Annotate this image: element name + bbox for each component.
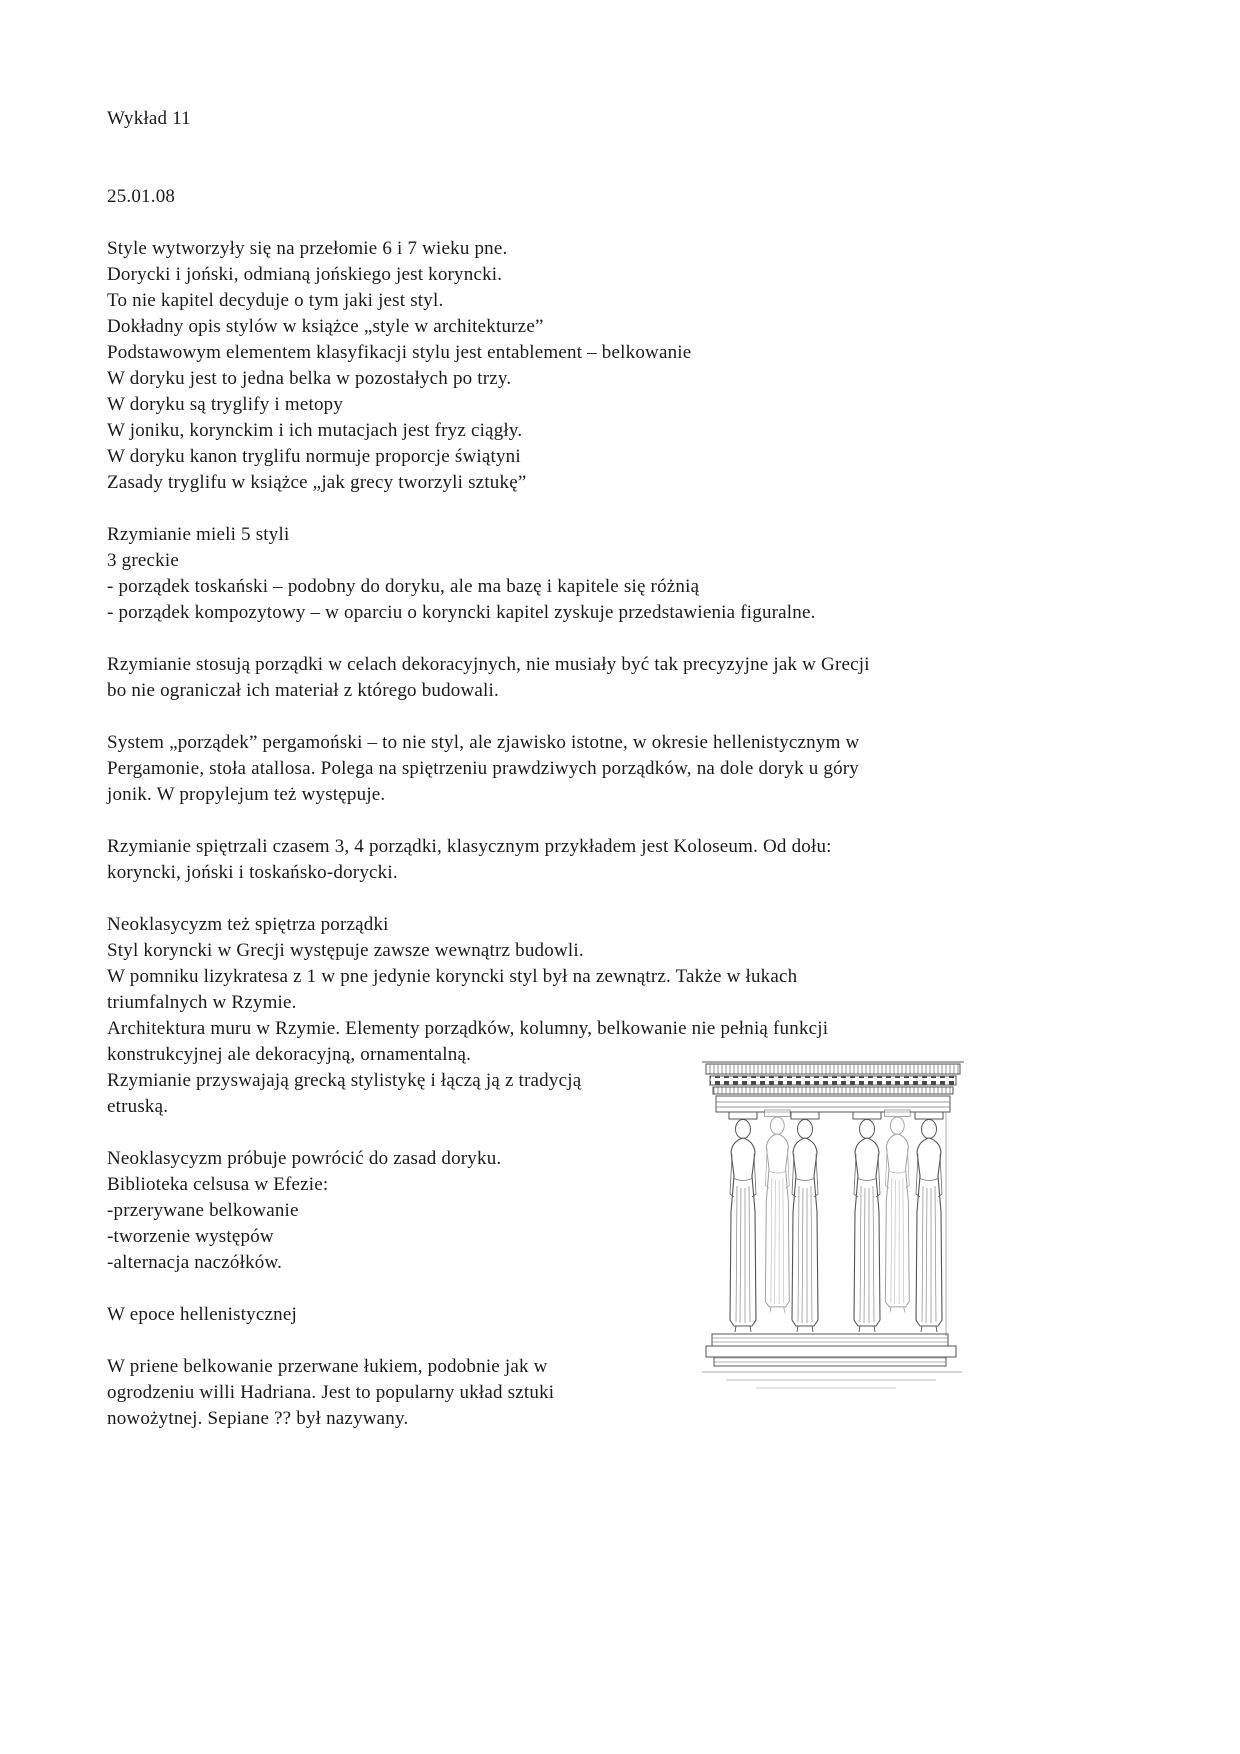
- text-line: Biblioteka celsusa w Efezie:: [107, 1174, 329, 1195]
- text-line: W pomniku lizykratesa z 1 w pne jedynie koryncki styl był na zewnątrz. Także w łukach: [107, 966, 798, 987]
- text-line: Zasady tryglifu w książce „jak grecy tworzyli sztukę”: [107, 472, 527, 493]
- text-line: W joniku, korynckim i ich mutacjach jest fryz ciągły.: [107, 420, 523, 441]
- text-line: triumfalnych w Rzymie.: [107, 992, 297, 1013]
- text-line: W epoce hellenistycznej: [107, 1304, 297, 1325]
- text-line: Rzymianie stosują porządki w celach dekoracyjnych, nie musiały być tak precyzyjne jak w Grecji: [107, 654, 870, 675]
- text-line: Dokładny opis stylów w książce „style w architekturze”: [107, 316, 544, 337]
- text-line: Style wytworzyły się na przełomie 6 i 7 wieku pne.: [107, 238, 508, 259]
- text-line: - porządek kompozytowy – w oparciu o koryncki kapitel zyskuje przedstawienia figuralne.: [107, 602, 816, 623]
- text-line: ogrodzeniu willi Hadriana. Jest to popularny układ sztuki: [107, 1382, 555, 1403]
- text-line: To nie kapitel decyduje o tym jaki jest styl.: [107, 290, 444, 311]
- paragraph: [107, 834, 1017, 886]
- back-caryatids: [764, 1110, 910, 1312]
- paragraph: [107, 730, 1017, 808]
- front-caryatids: [729, 1112, 943, 1332]
- text-line: -alternacja naczółków.: [107, 1252, 283, 1273]
- text-line: Rzymianie mieli 5 styli: [107, 524, 290, 545]
- text-line: - porządek toskański – podobny do doryku, ale ma bazę i kapitele się różnią: [107, 576, 700, 597]
- text-line: -tworzenie występów: [107, 1226, 274, 1247]
- text-line: 3 greckie: [107, 550, 179, 571]
- text-line: konstrukcyjnej ale dekoracyjną, ornamentalną.: [107, 1044, 472, 1065]
- paragraph: [107, 652, 1017, 704]
- text-line: Rzymianie spiętrzali czasem 3, 4 porządki, klasycznym przykładem jest Koloseum. Od dołu:: [107, 836, 832, 857]
- entablature-sketch: [702, 1062, 964, 1112]
- text-line: W doryku kanon tryglifu normuje proporcje świątyni: [107, 446, 521, 467]
- text-line: Styl koryncki w Grecji występuje zawsze wewnątrz budowli.: [107, 940, 584, 961]
- text-line: etruską.: [107, 1096, 169, 1117]
- podium-sketch: [702, 1334, 962, 1388]
- lecture-date: 25.01.08: [107, 186, 176, 207]
- paragraph: [107, 522, 1017, 626]
- text-line: Pergamonie, stoła atallosa. Polega na spiętrzeniu prawdziwych porządków, na dole doryk u góry: [107, 758, 860, 779]
- text-line: W doryku są tryglify i metopy: [107, 394, 344, 415]
- caryatid-porch-figure: [696, 1060, 972, 1432]
- text-line: koryncki, joński i toskańsko-dorycki.: [107, 862, 398, 883]
- text-line: Architektura muru w Rzymie. Elementy porządków, kolumny, belkowanie nie pełnią funkcji: [107, 1018, 829, 1039]
- text-line: Neoklasycyzm próbuje powrócić do zasad doryku.: [107, 1148, 502, 1169]
- text-line: W doryku jest to jedna belka w pozostałych po trzy.: [107, 368, 512, 389]
- text-line: jonik. W propylejum też występuje.: [107, 784, 386, 805]
- text-line: Neoklasycyzm też spiętrza porządki: [107, 914, 389, 935]
- text-line: Podstawowym elementem klasyfikacji stylu jest entablement – belkowanie: [107, 342, 692, 363]
- page-title: Wykład 11: [107, 108, 191, 129]
- text-line: -przerywane belkowanie: [107, 1200, 299, 1221]
- text-line: bo nie ograniczał ich materiał z którego budowali.: [107, 680, 499, 701]
- text-line: Rzymianie przyswajają grecką stylistykę i łączą ją z tradycją: [107, 1070, 582, 1091]
- paragraph: [107, 236, 1017, 496]
- text-line: W priene belkowanie przerwane łukiem, podobnie jak w: [107, 1356, 548, 1377]
- caryatid-porch-drawing: [696, 1060, 972, 1432]
- text-line: Dorycki i joński, odmianą jońskiego jest koryncki.: [107, 264, 503, 285]
- text-line: nowożytnej. Sepiane ?? był nazywany.: [107, 1408, 409, 1429]
- text-line: System „porządek” pergamoński – to nie styl, ale zjawisko istotne, w okresie hellenistycznym w: [107, 732, 860, 753]
